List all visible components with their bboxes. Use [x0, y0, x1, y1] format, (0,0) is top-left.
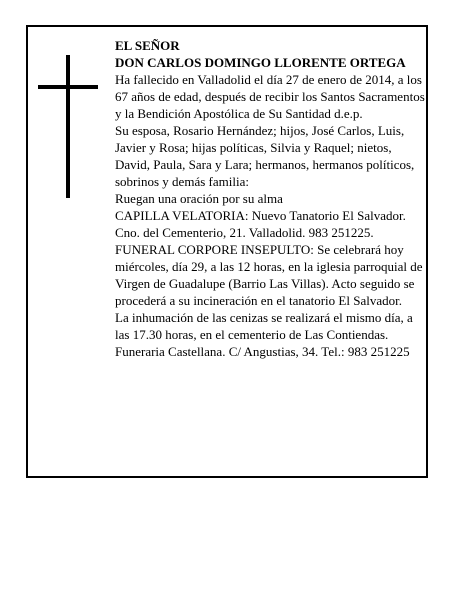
- ashes-burial-paragraph: La inhumación de las cenizas se realizará el mismo día, a las 17.30 horas, en el cementerio de Las Contiendas.: [115, 310, 413, 342]
- notice-title: EL SEÑOR: [115, 38, 180, 53]
- family-paragraph: Su esposa, Rosario Hernández; hijos, José Carlos, Luis, Javier y Rosa; hijas políticas, Silvia y Raquel; nietos, David, Paula, Sara y Lara; hermanos, hermanos políticos, sobrinos y demás familia:: [115, 123, 415, 189]
- obituary-text: [115, 37, 427, 360]
- prayer-request: Ruegan una oración por su alma: [115, 191, 283, 206]
- death-announcement-paragraph: Ha fallecido en Valladolid el día 27 de enero de 2014, a los 67 años de edad, después de recibir los Santos Sacramentos y la Bendición Apostólica de Su Santidad d.e.p.: [115, 72, 425, 121]
- cross-vertical-bar: [66, 55, 70, 198]
- deceased-name: DON CARLOS DOMINGO LLORENTE ORTEGA: [115, 55, 406, 70]
- funeral-home-paragraph: Funeraria Castellana. C/ Angustias, 34. Tel.: 983 251225: [115, 344, 410, 359]
- wake-chapel-paragraph: CAPILLA VELATORIA: Nuevo Tanatorio El Salvador. Cno. del Cementerio, 21. Valladolid. 983 251225.: [115, 208, 406, 240]
- cross-horizontal-bar: [38, 85, 98, 89]
- funeral-paragraph: FUNERAL CORPORE INSEPULTO: Se celebrará hoy miércoles, día 29, a las 12 horas, en la iglesia parroquial de Virgen de Guadalupe (Barrio Las Villas). Acto seguido se procederá a su incineración en el tanatorio El Salvador.: [115, 242, 423, 308]
